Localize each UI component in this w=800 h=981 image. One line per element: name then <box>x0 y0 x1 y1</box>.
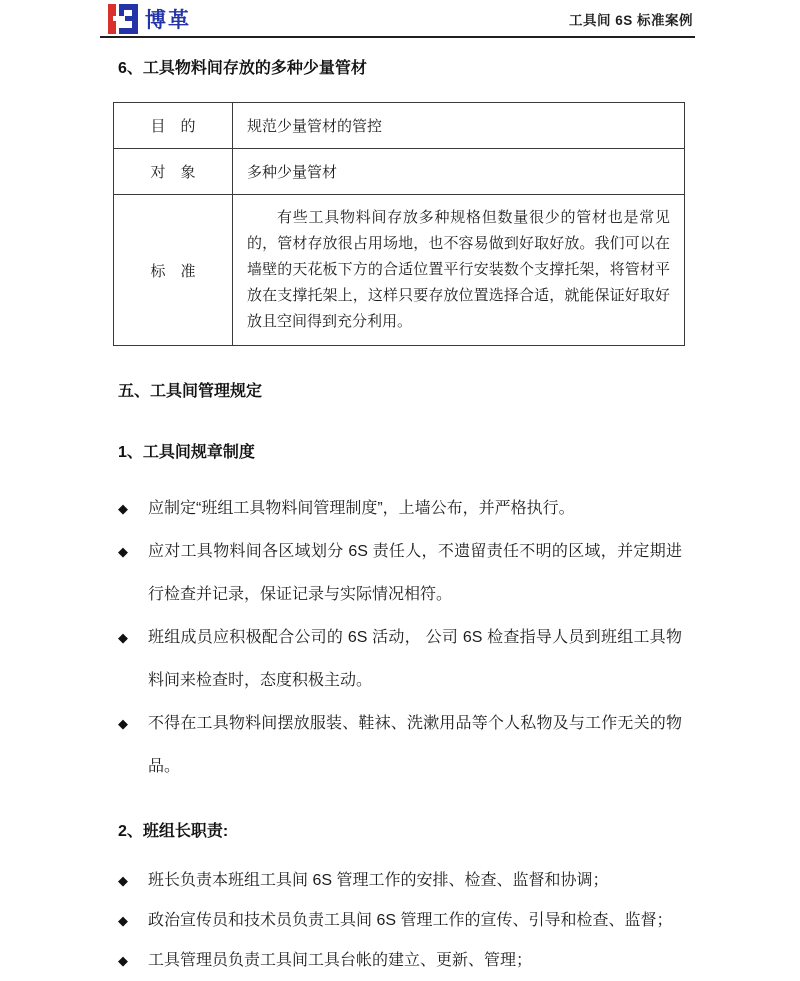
table-row <box>114 103 685 149</box>
table-value-standard <box>233 195 685 346</box>
bullet-diamond-icon: ◆ <box>118 873 128 888</box>
bullet-text: 应制定“班组工具物料间管理制度”，上墙公布，并严格执行。 <box>148 500 575 517</box>
heading-rules: 1、工具间规章制度 <box>118 444 255 461</box>
table-label-standard: 标 准 <box>114 195 233 346</box>
table-value-purpose: 规范少量管材的管控 <box>233 103 685 149</box>
list-item <box>118 702 682 788</box>
document-title: 工具间 6S 标准案例 <box>568 13 693 28</box>
heading-leader-duties: 2、班组长职责: <box>118 823 229 840</box>
document-body <box>0 55 800 981</box>
bullet-text: 班组成员应积极配合公司的 6S 活动， 公司 6S 检查指导人员到班组工具物料间来检查时，态度积极主动。 <box>148 629 682 689</box>
logo-text: 博革 <box>145 9 191 32</box>
table-row <box>114 149 685 195</box>
table-label-purpose: 目 的 <box>114 103 233 149</box>
table-row <box>114 195 685 346</box>
bullet-text: 政治宣传员和技术员负责工具间 6S 管理工作的宣传、引导和检查、监督； <box>148 912 673 929</box>
bullet-diamond-icon: ◆ <box>118 913 128 928</box>
standard-paragraph: 有些工具物料间存放多种规格但数量很少的管材也是常见的，管材存放很占用场地，也不容易做到好取好放。我们可以在墙壁的天花板下方的合适位置平行安装数个支撑托架，将管材平放在支撑托架上，这样只要存放位置选择合适，就能保证好取好放且空间得到充分利用。 <box>247 209 670 330</box>
leader-bullet-list <box>118 861 682 981</box>
list-item <box>118 487 682 530</box>
bullet-text: 工具管理员负责工具间工具台帐的建立、更新、管理； <box>148 952 533 969</box>
list-item <box>118 941 682 981</box>
boge-logo-icon <box>106 3 140 35</box>
bullet-text: 应对工具物料间各区域划分 6S 责任人，不遗留责任不明的区域，并定期进行检查并记录，保证记录与实际情况相符。 <box>148 543 682 603</box>
bullet-diamond-icon: ◆ <box>118 630 128 645</box>
table-label-object: 对 象 <box>114 149 233 195</box>
bullet-diamond-icon: ◆ <box>118 544 128 559</box>
page-header <box>100 0 695 38</box>
bullet-text: 不得在工具物料间摆放服装、鞋袜、洗漱用品等个人私物及与工作无关的物品。 <box>148 715 682 775</box>
bullet-diamond-icon: ◆ <box>118 716 128 731</box>
list-item <box>118 530 682 616</box>
heading-section-5: 五、工具间管理规定 <box>118 383 263 400</box>
bullet-text: 班长负责本班组工具间 6S 管理工作的安排、检查、监督和协调； <box>148 872 609 889</box>
spec-table <box>113 102 685 346</box>
list-item <box>118 861 682 901</box>
heading-section-6: 6、工具物料间存放的多种少量管材 <box>118 60 367 77</box>
company-logo <box>106 3 191 35</box>
table-value-object: 多种少量管材 <box>233 149 685 195</box>
list-item <box>118 616 682 702</box>
bullet-diamond-icon: ◆ <box>118 501 128 516</box>
bullet-diamond-icon: ◆ <box>118 953 128 968</box>
rules-bullet-list <box>118 487 682 788</box>
list-item <box>118 901 682 941</box>
